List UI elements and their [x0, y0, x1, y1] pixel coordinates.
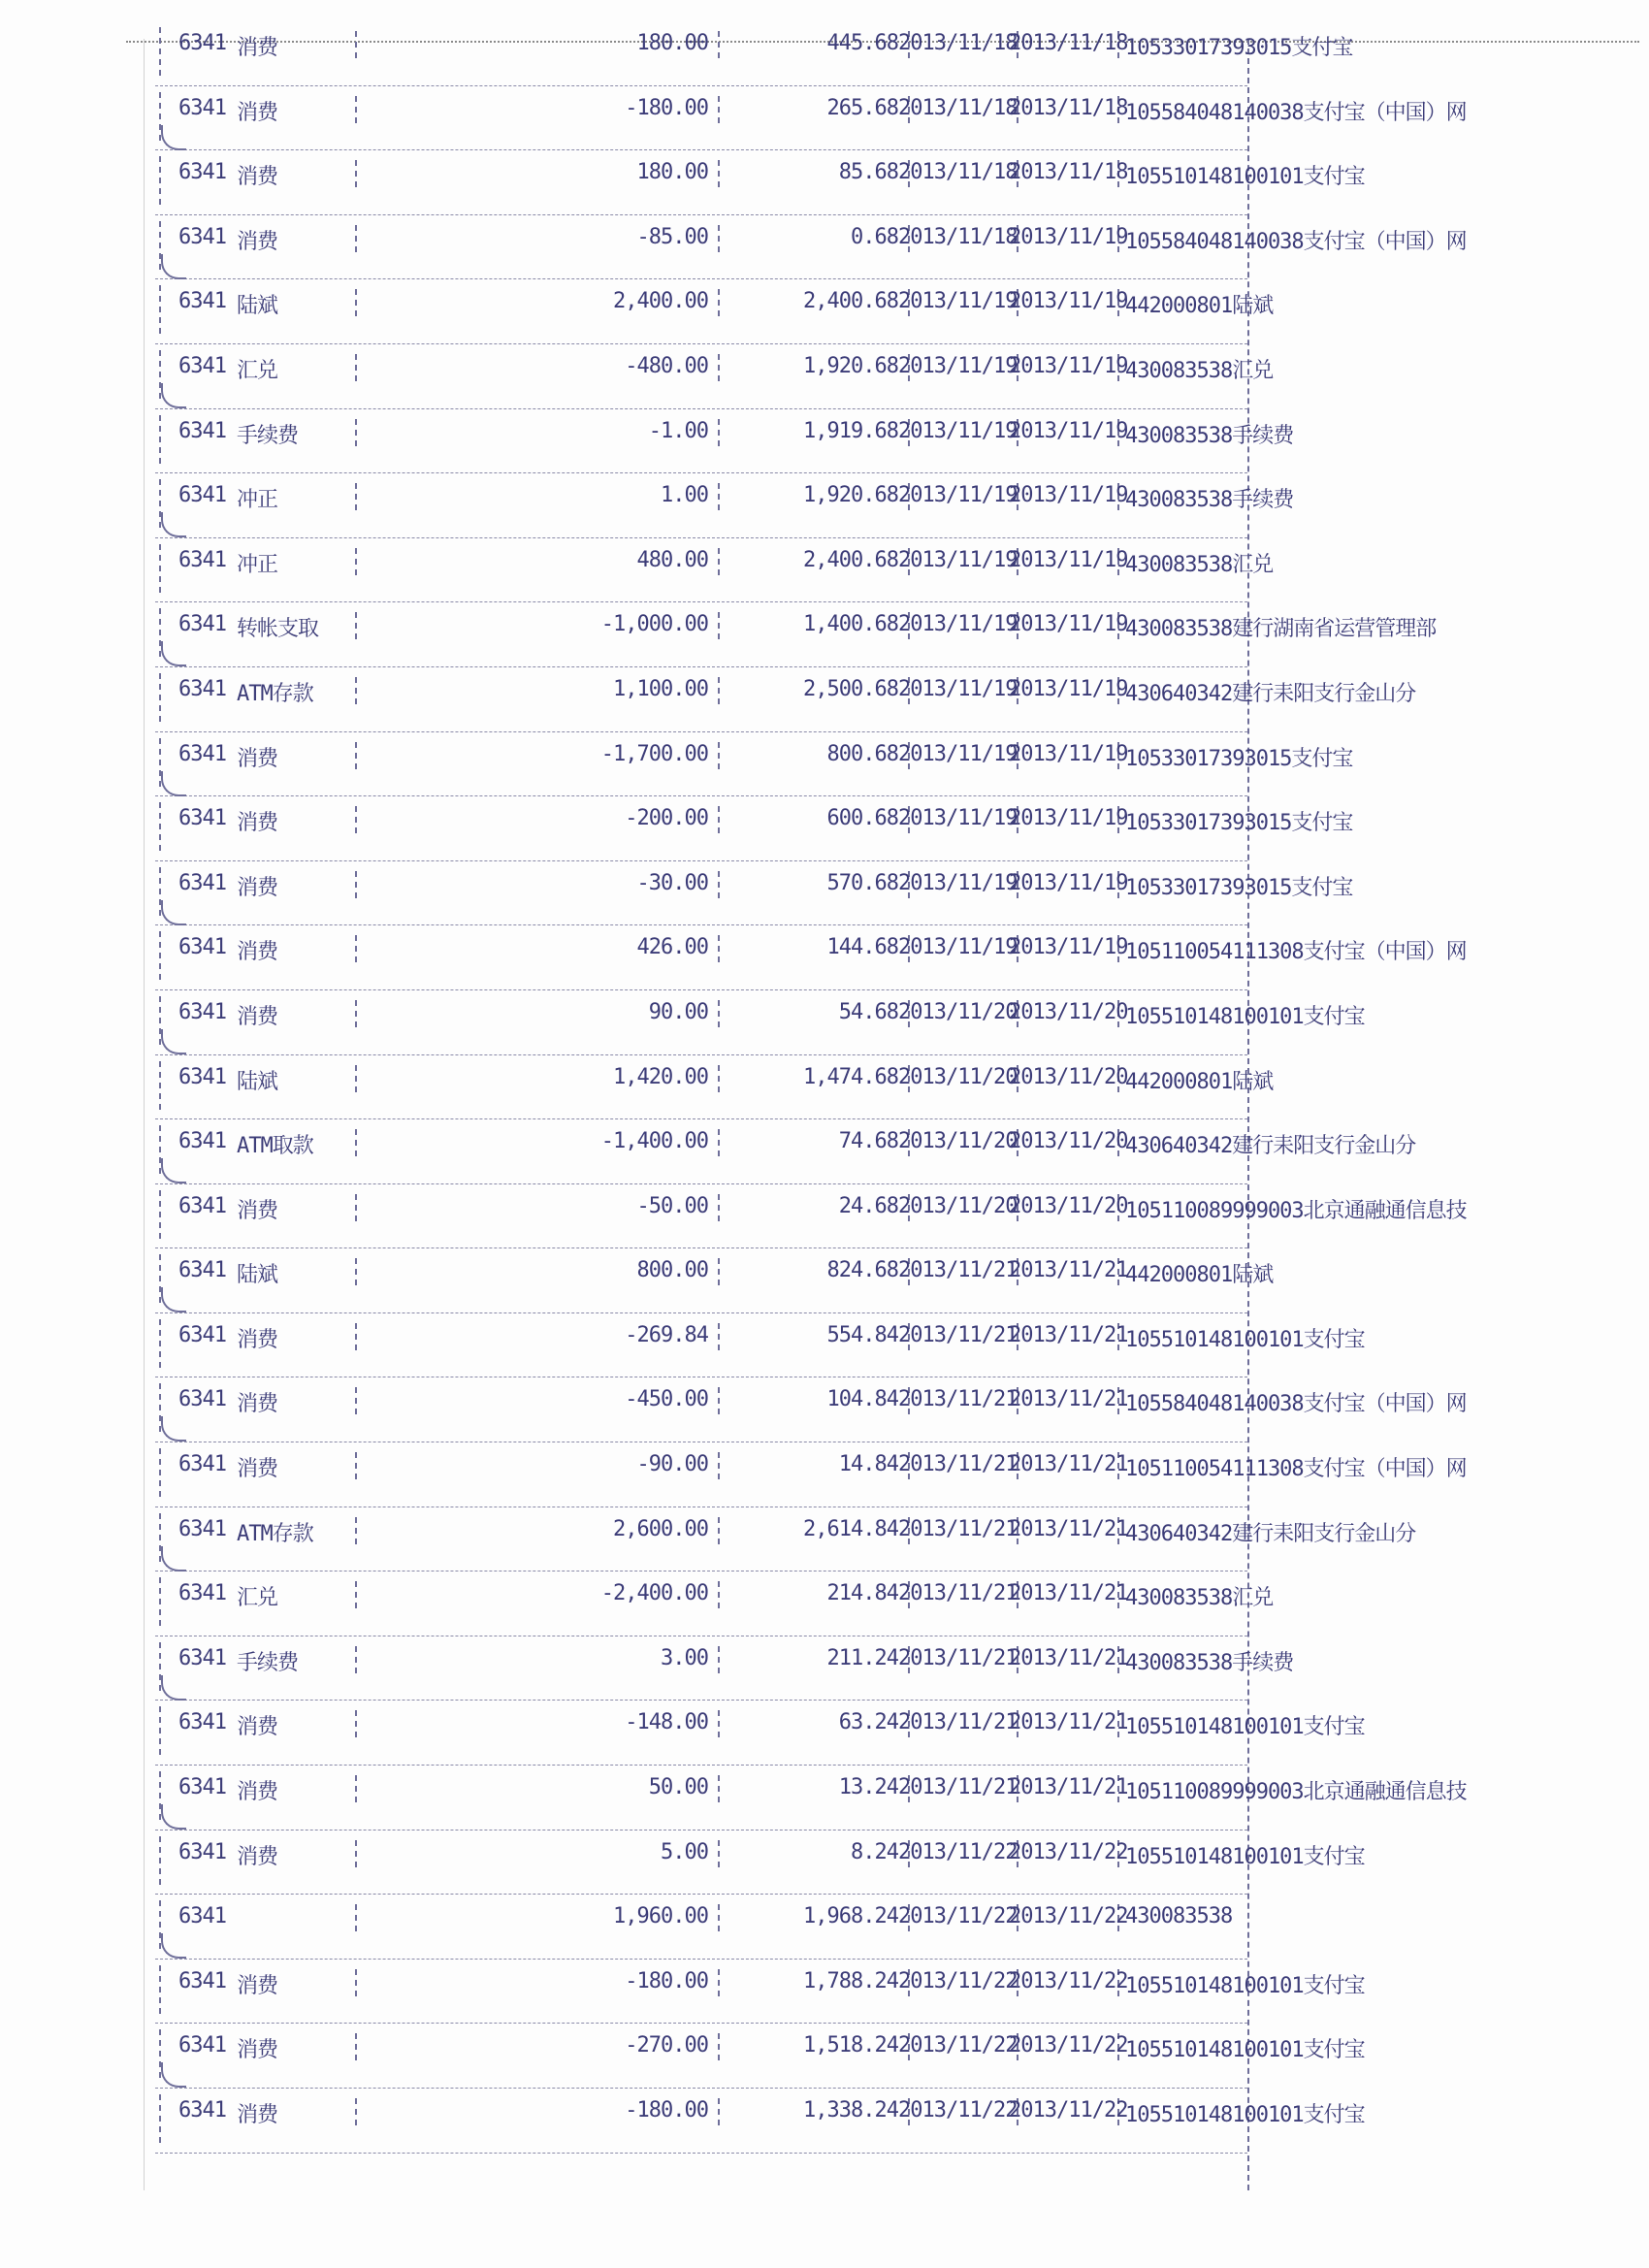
- printer-feed-mark: [161, 383, 186, 408]
- posting-date: 2013/11/21: [1009, 1516, 1128, 1541]
- transaction-description: 消费: [237, 811, 278, 836]
- counterparty-reference: 105510148100101支付宝: [1125, 1715, 1365, 1740]
- counterparty-reference: 105110089999003北京通融通信息技: [1125, 1198, 1467, 1223]
- transaction-code: 6341: [178, 1193, 226, 1218]
- transaction-code: 6341: [178, 1322, 226, 1347]
- counterparty-reference: 430640342建行耒阳支行金山分: [1125, 681, 1416, 706]
- transaction-amount: -269.84: [625, 1322, 708, 1347]
- transaction-code: 6341: [178, 31, 226, 55]
- transaction-amount: 1,960.00: [613, 1904, 708, 1929]
- posting-date: 2013/11/20: [1009, 999, 1128, 1024]
- account-balance: 211.24: [826, 1645, 898, 1670]
- posting-date: 2013/11/19: [1009, 612, 1128, 637]
- table-row: [155, 1055, 1274, 1120]
- posting-date: 2013/11/19: [1009, 741, 1128, 766]
- table-row: [155, 1377, 1467, 1442]
- transaction-date: 2013/11/22: [898, 1968, 1018, 1993]
- transaction-amount: -2,400.00: [600, 1581, 708, 1606]
- table-row: [155, 667, 1416, 732]
- counterparty-reference: 105510148100101支付宝: [1125, 2038, 1365, 2063]
- transaction-amount: -270.00: [625, 2033, 708, 2058]
- transaction-date: 2013/11/18: [898, 224, 1018, 249]
- account-balance: 800.68: [826, 741, 898, 766]
- table-row: [155, 1184, 1467, 1249]
- transaction-code: 6341: [178, 806, 226, 831]
- posting-date: 2013/11/19: [1009, 483, 1128, 508]
- table-row: [155, 1442, 1467, 1507]
- transaction-description: 消费: [237, 1004, 278, 1029]
- counterparty-reference: 442000801陆斌: [1125, 1069, 1274, 1094]
- printer-feed-mark: [161, 254, 186, 279]
- transaction-amount: -180.00: [625, 1968, 708, 1993]
- posting-date: 2013/11/22: [1009, 2033, 1128, 2058]
- posting-date: 2013/11/21: [1009, 1581, 1128, 1606]
- transaction-description: 陆斌: [237, 294, 278, 319]
- counterparty-reference: 430083538手续费: [1125, 1650, 1294, 1675]
- posting-date: 2013/11/19: [1009, 224, 1128, 249]
- transaction-description: 消费: [237, 875, 278, 900]
- transaction-amount: -85.00: [636, 224, 708, 249]
- account-balance: 1,518.24: [803, 2033, 898, 2058]
- transaction-amount: 2,400.00: [613, 289, 708, 314]
- transaction-description: 消费: [237, 2038, 278, 2063]
- posting-date: 2013/11/19: [1009, 353, 1128, 378]
- table-row: [155, 1636, 1294, 1701]
- printer-feed-mark: [161, 512, 186, 537]
- posting-date: 2013/11/22: [1009, 2098, 1128, 2122]
- transaction-amount: -148.00: [625, 1710, 708, 1735]
- transaction-amount: 480.00: [636, 547, 708, 572]
- printer-feed-mark: [161, 641, 186, 666]
- counterparty-reference: 10533017393015支付宝: [1125, 811, 1353, 836]
- account-balance: 824.68: [826, 1258, 898, 1283]
- transaction-description: 消费: [237, 1457, 278, 1482]
- posting-date: 2013/11/20: [1009, 1129, 1128, 1154]
- table-row: [155, 215, 1467, 280]
- transaction-date: 2013/11/19: [898, 418, 1018, 443]
- transaction-code: 6341: [178, 353, 226, 378]
- counterparty-reference: 105584048140038支付宝（中国）网: [1125, 100, 1467, 125]
- transaction-date: 2013/11/20: [898, 1064, 1018, 1089]
- transaction-amount: -1.00: [648, 418, 708, 443]
- counterparty-reference: 105510148100101支付宝: [1125, 1973, 1365, 1998]
- account-balance: 14.84: [838, 1452, 898, 1477]
- transaction-description: 汇兑: [237, 1586, 278, 1611]
- transaction-date: 2013/11/19: [898, 353, 1018, 378]
- transaction-description: ATM存款: [237, 1521, 313, 1546]
- column-separator: [355, 1904, 357, 1931]
- posting-date: 2013/11/20: [1009, 1193, 1128, 1218]
- account-balance: 1,338.24: [803, 2098, 898, 2122]
- table-row: [155, 86, 1467, 151]
- transaction-date: 2013/11/20: [898, 1193, 1018, 1218]
- transaction-date: 2013/11/19: [898, 806, 1018, 831]
- transaction-date: 2013/11/18: [898, 160, 1018, 185]
- account-balance: 600.68: [826, 806, 898, 831]
- account-balance: 1,920.68: [803, 483, 898, 508]
- transaction-code: 6341: [178, 676, 226, 701]
- printer-feed-mark: [161, 771, 186, 796]
- printer-feed-mark: [161, 1675, 186, 1701]
- transaction-code: 6341: [178, 1387, 226, 1412]
- account-balance: 85.68: [838, 160, 898, 185]
- transaction-description: 消费: [237, 1715, 278, 1740]
- posting-date: 2013/11/19: [1009, 289, 1128, 314]
- posting-date: 2013/11/19: [1009, 676, 1128, 701]
- posting-date: 2013/11/19: [1009, 547, 1128, 572]
- account-balance: 214.84: [826, 1581, 898, 1606]
- transaction-date: 2013/11/22: [898, 1904, 1018, 1929]
- transaction-code: 6341: [178, 2098, 226, 2122]
- transaction-description: 消费: [237, 100, 278, 125]
- transaction-date: 2013/11/19: [898, 676, 1018, 701]
- account-balance: 445.68: [826, 31, 898, 55]
- transaction-date: 2013/11/20: [898, 1129, 1018, 1154]
- transaction-amount: 1,100.00: [613, 676, 708, 701]
- table-row: [155, 1895, 1247, 1960]
- transaction-amount: 180.00: [636, 160, 708, 185]
- account-balance: 1,919.68: [803, 418, 898, 443]
- printer-feed-mark: [161, 2062, 186, 2088]
- posting-date: 2013/11/20: [1009, 1064, 1128, 1089]
- account-balance: 0.68: [851, 224, 898, 249]
- counterparty-reference: 105110054111308支付宝（中国）网: [1125, 940, 1467, 965]
- printer-feed-mark: [161, 1933, 186, 1959]
- table-row: [155, 344, 1274, 409]
- transaction-date: 2013/11/22: [898, 2033, 1018, 2058]
- table-row: [155, 796, 1353, 861]
- transaction-ledger: [155, 21, 1467, 2154]
- transaction-date: 2013/11/18: [898, 95, 1018, 120]
- transaction-amount: -180.00: [625, 2098, 708, 2122]
- table-row: [155, 2089, 1365, 2154]
- transaction-code: 6341: [178, 289, 226, 314]
- transaction-amount: -200.00: [625, 806, 708, 831]
- posting-date: 2013/11/22: [1009, 1904, 1128, 1929]
- table-row: [155, 1960, 1365, 2025]
- posting-date: 2013/11/19: [1009, 418, 1128, 443]
- posting-date: 2013/11/18: [1009, 31, 1128, 55]
- printer-feed-mark: [161, 1029, 186, 1054]
- posting-date: 2013/11/21: [1009, 1775, 1128, 1800]
- transaction-date: 2013/11/21: [898, 1710, 1018, 1735]
- table-row: [155, 1701, 1365, 1766]
- transaction-description: 消费: [237, 1973, 278, 1998]
- transaction-date: 2013/11/21: [898, 1387, 1018, 1412]
- transaction-description: 消费: [237, 2103, 278, 2127]
- account-balance: 24.68: [838, 1193, 898, 1218]
- transaction-description: 消费: [237, 229, 278, 254]
- transaction-code: 6341: [178, 741, 226, 766]
- posting-date: 2013/11/19: [1009, 935, 1128, 960]
- transaction-amount: -50.00: [636, 1193, 708, 1218]
- transaction-amount: -1,700.00: [600, 741, 708, 766]
- transaction-amount: 426.00: [636, 935, 708, 960]
- table-row: [155, 1766, 1467, 1831]
- transaction-amount: 50.00: [648, 1775, 708, 1800]
- transaction-description: 消费: [237, 746, 278, 771]
- account-balance: 570.68: [826, 870, 898, 895]
- counterparty-reference: 105584048140038支付宝（中国）网: [1125, 229, 1467, 254]
- transaction-code: 6341: [178, 1968, 226, 1993]
- transaction-amount: -1,000.00: [600, 612, 708, 637]
- table-row: [155, 732, 1353, 797]
- counterparty-reference: 430083538汇兑: [1125, 1586, 1274, 1611]
- transaction-description: 冲正: [237, 488, 278, 513]
- posting-date: 2013/11/21: [1009, 1387, 1128, 1412]
- transaction-date: 2013/11/21: [898, 1322, 1018, 1347]
- counterparty-reference: 105584048140038支付宝（中国）网: [1125, 1392, 1467, 1417]
- transaction-description: 消费: [237, 1844, 278, 1869]
- transaction-code: 6341: [178, 1064, 226, 1089]
- account-balance: 1,968.24: [803, 1904, 898, 1929]
- posting-date: 2013/11/18: [1009, 160, 1128, 185]
- account-balance: 144.68: [826, 935, 898, 960]
- transaction-description: 汇兑: [237, 358, 278, 383]
- transaction-description: 消费: [237, 1327, 278, 1352]
- transaction-description: 消费: [237, 1392, 278, 1417]
- posting-date: 2013/11/18: [1009, 95, 1128, 120]
- account-balance: 8.24: [851, 1839, 898, 1864]
- account-balance: 1,474.68: [803, 1064, 898, 1089]
- counterparty-reference: 10533017393015支付宝: [1125, 746, 1353, 771]
- transaction-description: 手续费: [237, 1650, 299, 1675]
- table-row: [155, 1571, 1274, 1636]
- account-balance: 63.24: [838, 1710, 898, 1735]
- counterparty-reference: 105510148100101支付宝: [1125, 165, 1365, 190]
- counterparty-reference: 442000801陆斌: [1125, 1263, 1274, 1288]
- transaction-description: 消费: [237, 36, 278, 60]
- account-balance: 2,400.68: [803, 289, 898, 314]
- transaction-amount: 180.00: [636, 31, 708, 55]
- counterparty-reference: 430640342建行耒阳支行金山分: [1125, 1134, 1416, 1159]
- account-balance: 74.68: [838, 1129, 898, 1154]
- account-balance: 2,614.84: [803, 1516, 898, 1541]
- transaction-code: 6341: [178, 935, 226, 960]
- transaction-code: 6341: [178, 1710, 226, 1735]
- table-row: [155, 1119, 1416, 1184]
- transaction-date: 2013/11/22: [898, 2098, 1018, 2122]
- counterparty-reference: 105510148100101支付宝: [1125, 1327, 1365, 1352]
- transaction-amount: -180.00: [625, 95, 708, 120]
- table-row: [155, 1507, 1416, 1572]
- transaction-date: 2013/11/19: [898, 289, 1018, 314]
- printer-feed-mark: [161, 125, 186, 150]
- counterparty-reference: 10533017393015支付宝: [1125, 875, 1353, 900]
- table-row: [155, 409, 1294, 474]
- transaction-description: 陆斌: [237, 1263, 278, 1288]
- counterparty-reference: 105510148100101支付宝: [1125, 1004, 1365, 1029]
- transaction-date: 2013/11/21: [898, 1452, 1018, 1477]
- transaction-date: 2013/11/21: [898, 1258, 1018, 1283]
- counterparty-reference: 430640342建行耒阳支行金山分: [1125, 1521, 1416, 1546]
- transaction-description: 消费: [237, 165, 278, 190]
- printer-feed-mark: [161, 1287, 186, 1312]
- transaction-code: 6341: [178, 483, 226, 508]
- counterparty-reference: 430083538汇兑: [1125, 552, 1274, 577]
- table-row: [155, 602, 1437, 667]
- counterparty-reference: 430083538手续费: [1125, 423, 1294, 448]
- posting-date: 2013/11/22: [1009, 1968, 1128, 1993]
- transaction-amount: 1.00: [661, 483, 708, 508]
- transaction-description: 陆斌: [237, 1069, 278, 1094]
- table-row: [155, 473, 1294, 538]
- account-balance: 54.68: [838, 999, 898, 1024]
- transaction-description: ATM取款: [237, 1134, 313, 1159]
- counterparty-reference: 430083538手续费: [1125, 488, 1294, 513]
- transaction-code: 6341: [178, 1258, 226, 1283]
- transaction-amount: -1,400.00: [600, 1129, 708, 1154]
- account-balance: 554.84: [826, 1322, 898, 1347]
- table-row: [155, 538, 1274, 603]
- table-row: [155, 1831, 1365, 1895]
- table-row: [155, 990, 1365, 1055]
- table-row: [155, 150, 1365, 215]
- table-row: [155, 861, 1353, 926]
- transaction-amount: -30.00: [636, 870, 708, 895]
- printer-feed-mark: [161, 1158, 186, 1183]
- transaction-description: 消费: [237, 1780, 278, 1805]
- posting-date: 2013/11/22: [1009, 1839, 1128, 1864]
- printer-feed-mark: [161, 1416, 186, 1442]
- transaction-code: 6341: [178, 612, 226, 637]
- counterparty-reference: 442000801陆斌: [1125, 294, 1274, 319]
- posting-date: 2013/11/21: [1009, 1452, 1128, 1477]
- transaction-description: 消费: [237, 940, 278, 965]
- transaction-code: 6341: [178, 1581, 226, 1606]
- transaction-date: 2013/11/19: [898, 741, 1018, 766]
- transaction-code: 6341: [178, 224, 226, 249]
- transaction-description: ATM存款: [237, 681, 313, 706]
- counterparty-reference: 10533017393015支付宝: [1125, 36, 1353, 60]
- transaction-date: 2013/11/20: [898, 999, 1018, 1024]
- counterparty-reference: 105510148100101支付宝: [1125, 1844, 1365, 1869]
- account-balance: 2,500.68: [803, 676, 898, 701]
- transaction-code: 6341: [178, 1839, 226, 1864]
- transaction-code: 6341: [178, 95, 226, 120]
- transaction-amount: 5.00: [661, 1839, 708, 1864]
- counterparty-reference: 105110054111308支付宝（中国）网: [1125, 1457, 1467, 1482]
- transaction-date: 2013/11/19: [898, 612, 1018, 637]
- transaction-date: 2013/11/21: [898, 1645, 1018, 1670]
- transaction-description: 冲正: [237, 552, 278, 577]
- transaction-code: 6341: [178, 1645, 226, 1670]
- transaction-code: 6341: [178, 1516, 226, 1541]
- transaction-code: 6341: [178, 1129, 226, 1154]
- table-row: [155, 279, 1274, 344]
- account-balance: 13.24: [838, 1775, 898, 1800]
- transaction-date: 2013/11/21: [898, 1581, 1018, 1606]
- transaction-amount: 800.00: [636, 1258, 708, 1283]
- account-balance: 1,920.68: [803, 353, 898, 378]
- printer-feed-mark: [161, 900, 186, 925]
- transaction-description: 手续费: [237, 423, 299, 448]
- transaction-amount: -450.00: [625, 1387, 708, 1412]
- transaction-amount: -480.00: [625, 353, 708, 378]
- transaction-code: 6341: [178, 1452, 226, 1477]
- table-row: [155, 21, 1353, 86]
- counterparty-reference: 430083538汇兑: [1125, 358, 1274, 383]
- transaction-code: 6341: [178, 160, 226, 185]
- transaction-code: 6341: [178, 547, 226, 572]
- transaction-code: 6341: [178, 418, 226, 443]
- posting-date: 2013/11/19: [1009, 870, 1128, 895]
- printer-feed-mark: [161, 1546, 186, 1571]
- transaction-amount: -90.00: [636, 1452, 708, 1477]
- table-row: [155, 1248, 1274, 1313]
- transaction-date: 2013/11/19: [898, 870, 1018, 895]
- account-balance: 104.84: [826, 1387, 898, 1412]
- posting-date: 2013/11/21: [1009, 1322, 1128, 1347]
- transaction-amount: 3.00: [661, 1645, 708, 1670]
- counterparty-reference: 105510148100101支付宝: [1125, 2103, 1365, 2127]
- table-row: [155, 2024, 1365, 2089]
- transaction-description: 消费: [237, 1198, 278, 1223]
- transaction-code: 6341: [178, 870, 226, 895]
- printer-feed-mark: [161, 1804, 186, 1830]
- transaction-code: 6341: [178, 1775, 226, 1800]
- transaction-code: 6341: [178, 1904, 226, 1929]
- account-balance: 265.68: [826, 95, 898, 120]
- transaction-date: 2013/11/21: [898, 1516, 1018, 1541]
- transaction-code: 6341: [178, 999, 226, 1024]
- counterparty-reference: 105110089999003北京通融通信息技: [1125, 1780, 1467, 1805]
- transaction-amount: 2,600.00: [613, 1516, 708, 1541]
- transaction-date: 2013/11/19: [898, 935, 1018, 960]
- table-row: [155, 925, 1467, 990]
- posting-date: 2013/11/19: [1009, 806, 1128, 831]
- transaction-description: 转帐支取: [237, 617, 319, 642]
- transaction-date: 2013/11/21: [898, 1775, 1018, 1800]
- posting-date: 2013/11/21: [1009, 1258, 1128, 1283]
- account-balance: 1,788.24: [803, 1968, 898, 1993]
- account-balance: 1,400.68: [803, 612, 898, 637]
- transaction-code: 6341: [178, 2033, 226, 2058]
- transaction-date: 2013/11/22: [898, 1839, 1018, 1864]
- page-left-edge: [144, 39, 145, 2190]
- counterparty-reference: 430083538: [1125, 1904, 1233, 1929]
- table-row: [155, 1313, 1365, 1378]
- counterparty-reference: 430083538建行湖南省运营管理部: [1125, 617, 1437, 642]
- account-balance: 2,400.68: [803, 547, 898, 572]
- transaction-amount: 1,420.00: [613, 1064, 708, 1089]
- posting-date: 2013/11/21: [1009, 1710, 1128, 1735]
- transaction-date: 2013/11/19: [898, 547, 1018, 572]
- transaction-date: 2013/11/18: [898, 31, 1018, 55]
- transaction-date: 2013/11/19: [898, 483, 1018, 508]
- posting-date: 2013/11/21: [1009, 1645, 1128, 1670]
- transaction-amount: 90.00: [648, 999, 708, 1024]
